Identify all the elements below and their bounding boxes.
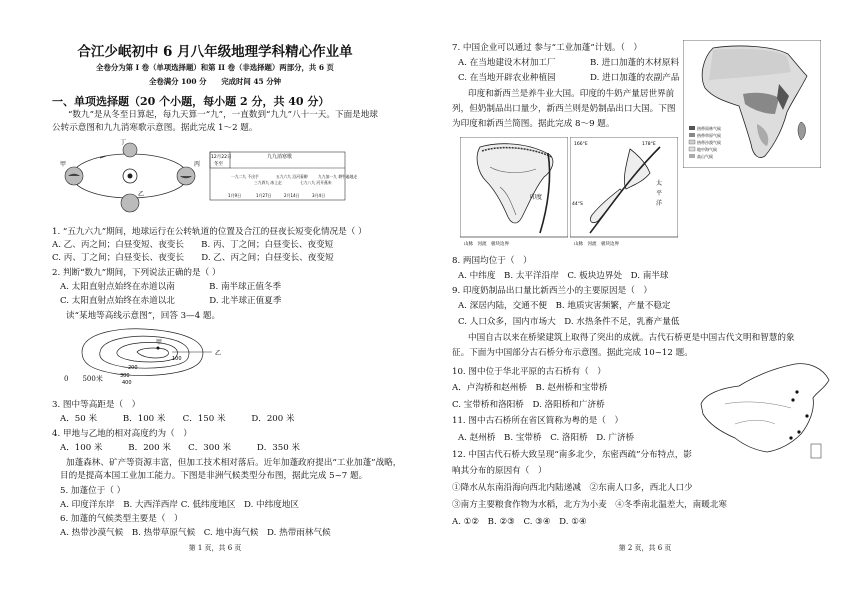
intro-text: 为印度和新西兰简图。据此完成 8～9 题。	[452, 119, 615, 129]
q4-options: A．100 米 B．200 米 C．300 米 D．350 米	[60, 443, 301, 453]
contour-400: 400	[122, 380, 132, 386]
winter-date: 12月22日	[211, 155, 232, 160]
contour-300: 300	[120, 373, 130, 379]
svg-text:甲: 甲	[60, 161, 67, 168]
new-zealand-map	[570, 137, 678, 247]
q12-statement-34: ③南方主要粮食作物为水稻，北方为小麦 ④冬季南北温差大，南暖北寒	[452, 500, 728, 510]
exam-page-2	[430, 0, 860, 608]
q12-statement-12: ①降水从东南沿海向西北内陆递减 ②东南人口多，西北人口少	[452, 483, 693, 493]
song-title: 九九消寒歌	[267, 154, 293, 160]
svg-text:丙: 丙	[194, 161, 201, 168]
song-col-1: 一九二九 不出手	[231, 174, 259, 179]
nz-map-legend: 山脉 河流 板块边界	[574, 242, 619, 247]
q10-options-cd: C. 宝带桥和洛阳桥 D. 洛阳桥和广济桥	[452, 400, 605, 410]
legend-2: 热带草原气候	[697, 133, 721, 138]
question-1: 1. “五九六九”期间，地球运行在公转轨道的位置及合江的昼夜长短变化情况是（ ）	[52, 227, 367, 237]
winter-label: 冬至	[214, 162, 223, 167]
song-col-3: 五九六九 沿河看柳	[276, 174, 308, 179]
question-8: 8. 两国均位于（ ）	[452, 256, 532, 266]
question-12: 12. 中国古代石桥大致呈现“南多北少，东密西疏”分布特点，影	[452, 450, 693, 460]
question-6: 6. 加蓬的气候类型主要是（ ）	[60, 514, 183, 524]
svg-text:丁: 丁	[120, 139, 127, 146]
section-heading: 一、单项选择题（20 个小题，每小题 2 分，共 40 分）	[52, 95, 330, 108]
song-col-4: 七九八九 河开燕来	[300, 180, 332, 185]
intro-text: 中国自古以来在桥梁建筑上取得了突出的成就。古代石桥更是中国古代文明和智慧的象	[468, 333, 795, 343]
legend-4: 地中海气候	[697, 147, 717, 152]
q11-options: A. 赵州桥 B. 宝带桥 C. 洛阳桥 D. 广济桥	[458, 433, 635, 443]
song-date-1: 1月9日	[228, 193, 242, 198]
song-col-5: 九九加一九 耕牛遍地走	[318, 174, 358, 179]
page-footer: 第 2 页，共 6 页	[618, 544, 672, 552]
earth-orbit-figure	[60, 136, 360, 216]
svg-text:乙: 乙	[138, 191, 145, 198]
legend-5: 高山气候	[697, 154, 713, 159]
intro-text: 印度和新西兰是养牛业大国。印度的牛奶产量居世界前	[468, 89, 675, 99]
china-bridges-map	[695, 354, 835, 464]
q6-options: A. 热带沙漠气候 B. 热带草原气候 C. 地中海气候 D. 热带雨林气候	[60, 528, 331, 538]
q1-options-ab: A. 乙、丙之间；白昼变短、夜变长 B. 丙、丁之间；白昼变长、夜变短	[52, 240, 334, 250]
nz-sea-3: 洋	[656, 200, 663, 207]
read-instruction: 读“某地等高线示意图”，回答 3—4 题。	[66, 311, 221, 321]
q9-options-ab: A. 深居内陆，交通不便 B. 地质灾害频繁，产量不稳定	[458, 301, 671, 311]
india-map	[460, 137, 568, 247]
song-date-3: 2月14日	[284, 193, 300, 198]
nz-lon-166: 166°E	[574, 142, 588, 147]
intro-text: 列，但奶制品出口量少，新西兰则是奶制品出口大国。下图	[452, 104, 676, 114]
nz-lat-44: 44°S	[572, 202, 583, 207]
q7-options-ab: A. 在当地建设木材加工厂 B. 进口加蓬的木材原料	[458, 58, 680, 68]
q5-options: A. 印度洋东岸 B. 大西洋西岸 C. 低纬度地区 D. 中纬度地区	[60, 500, 300, 510]
contour-200: 200	[128, 365, 138, 371]
q9-options-cd: C. 人口众多，国内市场大 D. 水热条件不足，乳畜产量低	[458, 317, 680, 327]
map-scale: 0 500米	[64, 375, 103, 383]
intro-text: 目的是提高本国工业加工能力。下图是非洲气候类型分布图，据此完成 5~7 题。	[60, 471, 368, 481]
africa-climate-map	[683, 40, 821, 168]
q1-options-cd: C. 丙、丁之间；白昼变长、夜变长 D. 乙、丙之间；白昼变长、夜变短	[52, 253, 334, 263]
exam-info-line: 全卷分为第 I 卷（单项选择题）和第 II 卷（非选择题）两部分，共 6 页	[96, 63, 334, 72]
song-date-4: 3月4日	[312, 193, 326, 198]
nz-lon-178: 178°E	[642, 142, 656, 147]
question-4: 4. 甲地与乙地的相对高度约为（ ）	[52, 429, 192, 439]
page-footer: 第 1 页，共 6 页	[188, 544, 242, 552]
song-col-2: 三九四九 冰上走	[254, 180, 282, 185]
contour-100: 100	[172, 356, 182, 362]
legend-1: 热带雨林气候	[697, 126, 721, 131]
page-title: 合江少岷初中 6 月八年级地理学科精心作业单	[77, 44, 353, 60]
q8-options: A. 中纬度 B. 太平洋沿岸 C. 板块边界处 D. 南半球	[458, 271, 669, 281]
question-9: 9. 印度奶制品出口量比新西兰小的主要原因是（ ）	[452, 286, 652, 296]
question-2: 2. 判断“数九”期间，下列说法正确的是（ ）	[52, 268, 221, 278]
exam-time-line: 全卷满分 100 分 完成时间 45 分钟	[148, 77, 282, 86]
india-label: 印度	[530, 194, 543, 201]
question-11: 11. 图中古石桥所在省区简称为粤的是（ ）	[452, 416, 624, 426]
q10-options-ab: A．卢沟桥和赵州桥 B. 赵州桥和宝带桥	[452, 383, 608, 393]
q7-options-cd: C. 在当地开辟农业种植园 D. 进口加蓬的农副产品	[458, 73, 680, 83]
question-7: 7. 中国企业可以通过 参与“工业加蓬”计划。（ ）	[452, 43, 643, 53]
intro-text: 公转示意图和九九消寒歌示意图。据此完成 1～2 题。	[52, 123, 258, 133]
song-date-2: 1月27日	[256, 193, 272, 198]
nz-sea-1: 太	[656, 180, 663, 187]
intro-text: 征。下面为中国部分古石桥分布示意图。据此完成 10~12 题。	[452, 348, 693, 358]
india-map-legend: 山脉 河流 板块边界	[464, 242, 509, 247]
nz-sea-2: 平	[656, 190, 663, 197]
q2-options-cd: C. 太阳直射点始终在赤道以北 D. 北半球正值夏季	[60, 296, 282, 306]
q12-options: A. ①② B. ②③ C. ③④ D. ①④	[452, 517, 587, 527]
intro-text: 加蓬森林、矿产等资源丰富，但加工技术相对落后。近年加蓬政府提出“工业加蓬”战略，	[66, 458, 402, 468]
question-3: 3. 图中等高距是（ ）	[52, 400, 141, 410]
legend-3: 热带沙漠气候	[697, 140, 721, 145]
q3-options: A．50 米 B．100 米 C．150 米 D．200 米	[60, 414, 295, 424]
label-yi: 乙	[215, 350, 222, 357]
intro-text: “数九”是从冬至日算起，每九天算一“九”，一直数到“九九”八十一天。下面是地球	[68, 110, 378, 120]
label-jia: 甲	[156, 339, 163, 346]
question-10: 10. 图中位于华北平原的古石桥有（ ）	[452, 367, 606, 377]
q2-options-ab: A. 太阳直射点始终在赤道以南 B. 南半球正值冬季	[60, 282, 282, 292]
question-5: 5. 加蓬位于（ ）	[60, 486, 126, 496]
question-12-cont: 响其分布的原因有（ ）	[452, 466, 547, 476]
